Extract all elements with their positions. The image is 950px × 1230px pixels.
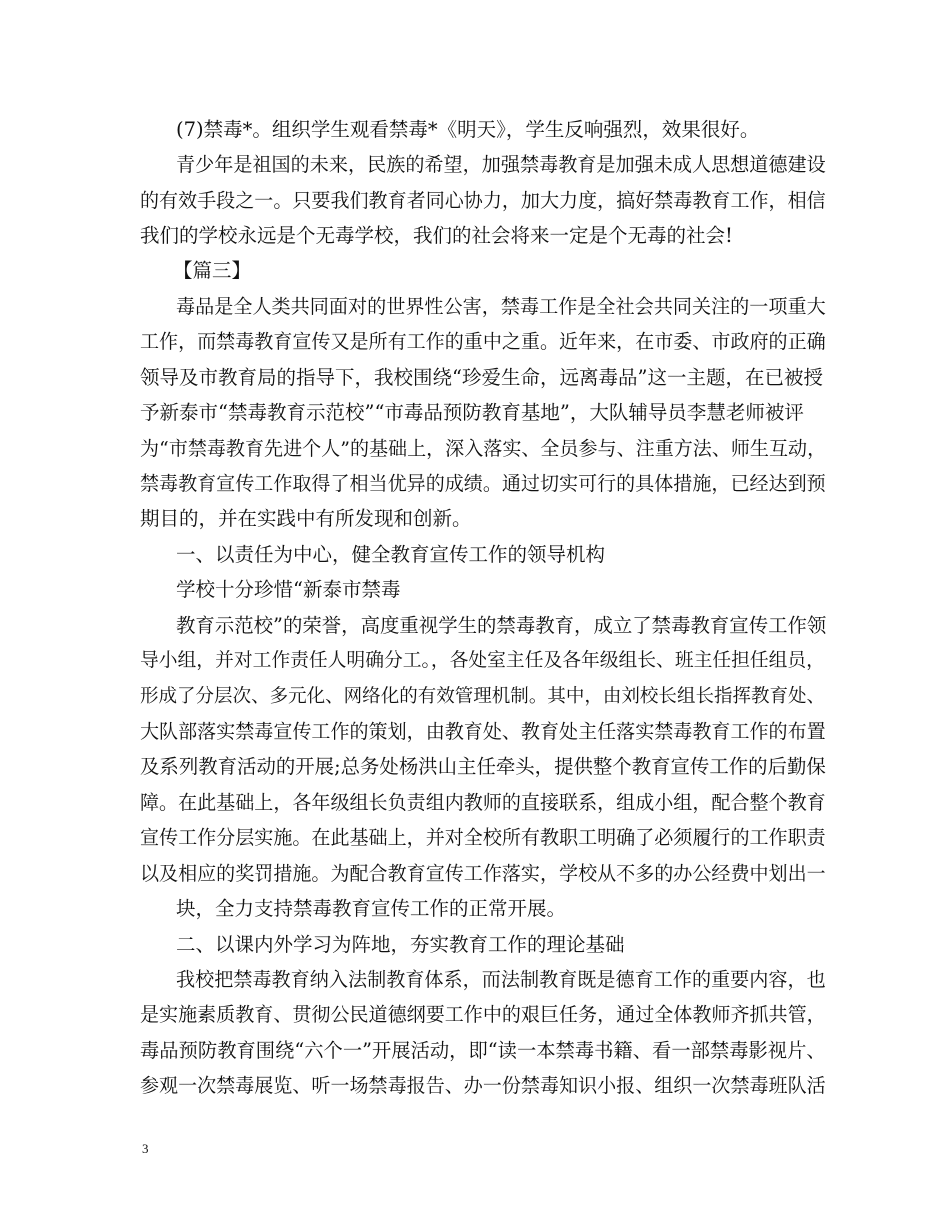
section-heading: 二、以课内外学习为阵地，夯实教育工作的理论基础 bbox=[176, 933, 625, 956]
text-line: 以及相应的奖罚措施。为配合教育宣传工作落实，学校从不多的办公经费中划出一 bbox=[140, 863, 826, 885]
text-line: 是实施素质教育、贯彻公民道德纲要工作中的艰巨任务，通过全体教师齐抓共管， bbox=[140, 1004, 826, 1026]
text-line: 领导及市教育局的指导下，我校围绕“珍爱生命，远离毒品”这一主题，在已被授 bbox=[140, 366, 823, 389]
text-line: 及系列教育活动的开展;总务处杨洪山主任牵头，提供整个教育宣传工作的后勤保 bbox=[140, 755, 826, 778]
text-line: 的有效手段之一。只要我们教育者同心协力，加大力度，搞好禁毒教育工作，相信 bbox=[140, 190, 826, 212]
text-line: 我们的学校永远是个无毒学校，我们的社会将来一定是个无毒的社会! bbox=[140, 224, 733, 247]
text-line: 禁毒教育宣传工作取得了相当优异的成绩。通过切实可行的具体措施，已经达到预 bbox=[140, 473, 826, 495]
section-heading: 一、以责任为中心，健全教育宣传工作的领导机构 bbox=[176, 543, 606, 566]
text-line: 块，全力支持禁毒教育宣传工作的正常开展。 bbox=[176, 897, 567, 920]
text-line: 期目的，并在实践中有所发现和创新。 bbox=[140, 507, 472, 530]
text-line: 导小组，并对工作责任人明确分工。，各处室主任及各年级组长、班主任担任组员， bbox=[140, 650, 825, 671]
text-line: 予新泰市“禁毒教育示范校”“市毒品预防教育基地”，大队辅导员李慧老师被评 bbox=[140, 401, 804, 424]
text-line: 宣传工作分层实施。在此基础上，并对全校所有教职工明确了必须履行的工作职责 bbox=[140, 827, 826, 849]
text-line: (7)禁毒*。组织学生观看禁毒*《明天》，学生反响强烈，效果很好。 bbox=[176, 118, 760, 141]
text-line: 障。在此基础上，各年级组长负责组内教师的直接联系，组成小组，配合整个教育 bbox=[140, 792, 826, 814]
text-line: 毒品预防教育围绕“六个一”开展活动，即“读一本禁毒书籍、看一部禁毒影视片、 bbox=[140, 1039, 826, 1062]
text-line: 我校把禁毒教育纳入法制教育体系，而法制教育既是德育工作的重要内容，也 bbox=[176, 968, 826, 991]
text-line: 工作，而禁毒教育宣传又是所有工作的重中之重。近年来，在市委、市政府的正确 bbox=[140, 331, 826, 353]
text-line: 大队部落实禁毒宣传工作的策划，由教育处、教育处主任落实禁毒教育工作的布置 bbox=[140, 721, 826, 743]
text-line: 教育示范校”的荣誉，高度重视学生的禁毒教育，成立了禁毒教育宣传工作领 bbox=[176, 614, 827, 637]
text-line: 参观一次禁毒展览、听一场禁毒报告、办一份禁毒知识小报、组织一次禁毒班队活 bbox=[140, 1075, 826, 1097]
page-number: 3 bbox=[142, 1141, 149, 1156]
text-line: 毒品是全人类共同面对的世界性公害，禁毒工作是全社会共同关注的一项重大 bbox=[176, 295, 826, 318]
text-line: 为“市禁毒教育先进个人”的基础上，深入落实、全员参与、注重方法、师生互动， bbox=[140, 438, 827, 460]
text-line: 青少年是祖国的未来，民族的希望，加强禁毒教育是加强未成人思想道德建设 bbox=[176, 153, 826, 176]
text-line: 形成了分层次、多元化、网络化的有效管理机制。其中，由刘校长组长指挥教育处、 bbox=[140, 686, 826, 707]
section-heading: 【篇三】 bbox=[173, 259, 252, 282]
text-line: 学校十分珍惜“新泰市禁毒 bbox=[176, 578, 401, 601]
